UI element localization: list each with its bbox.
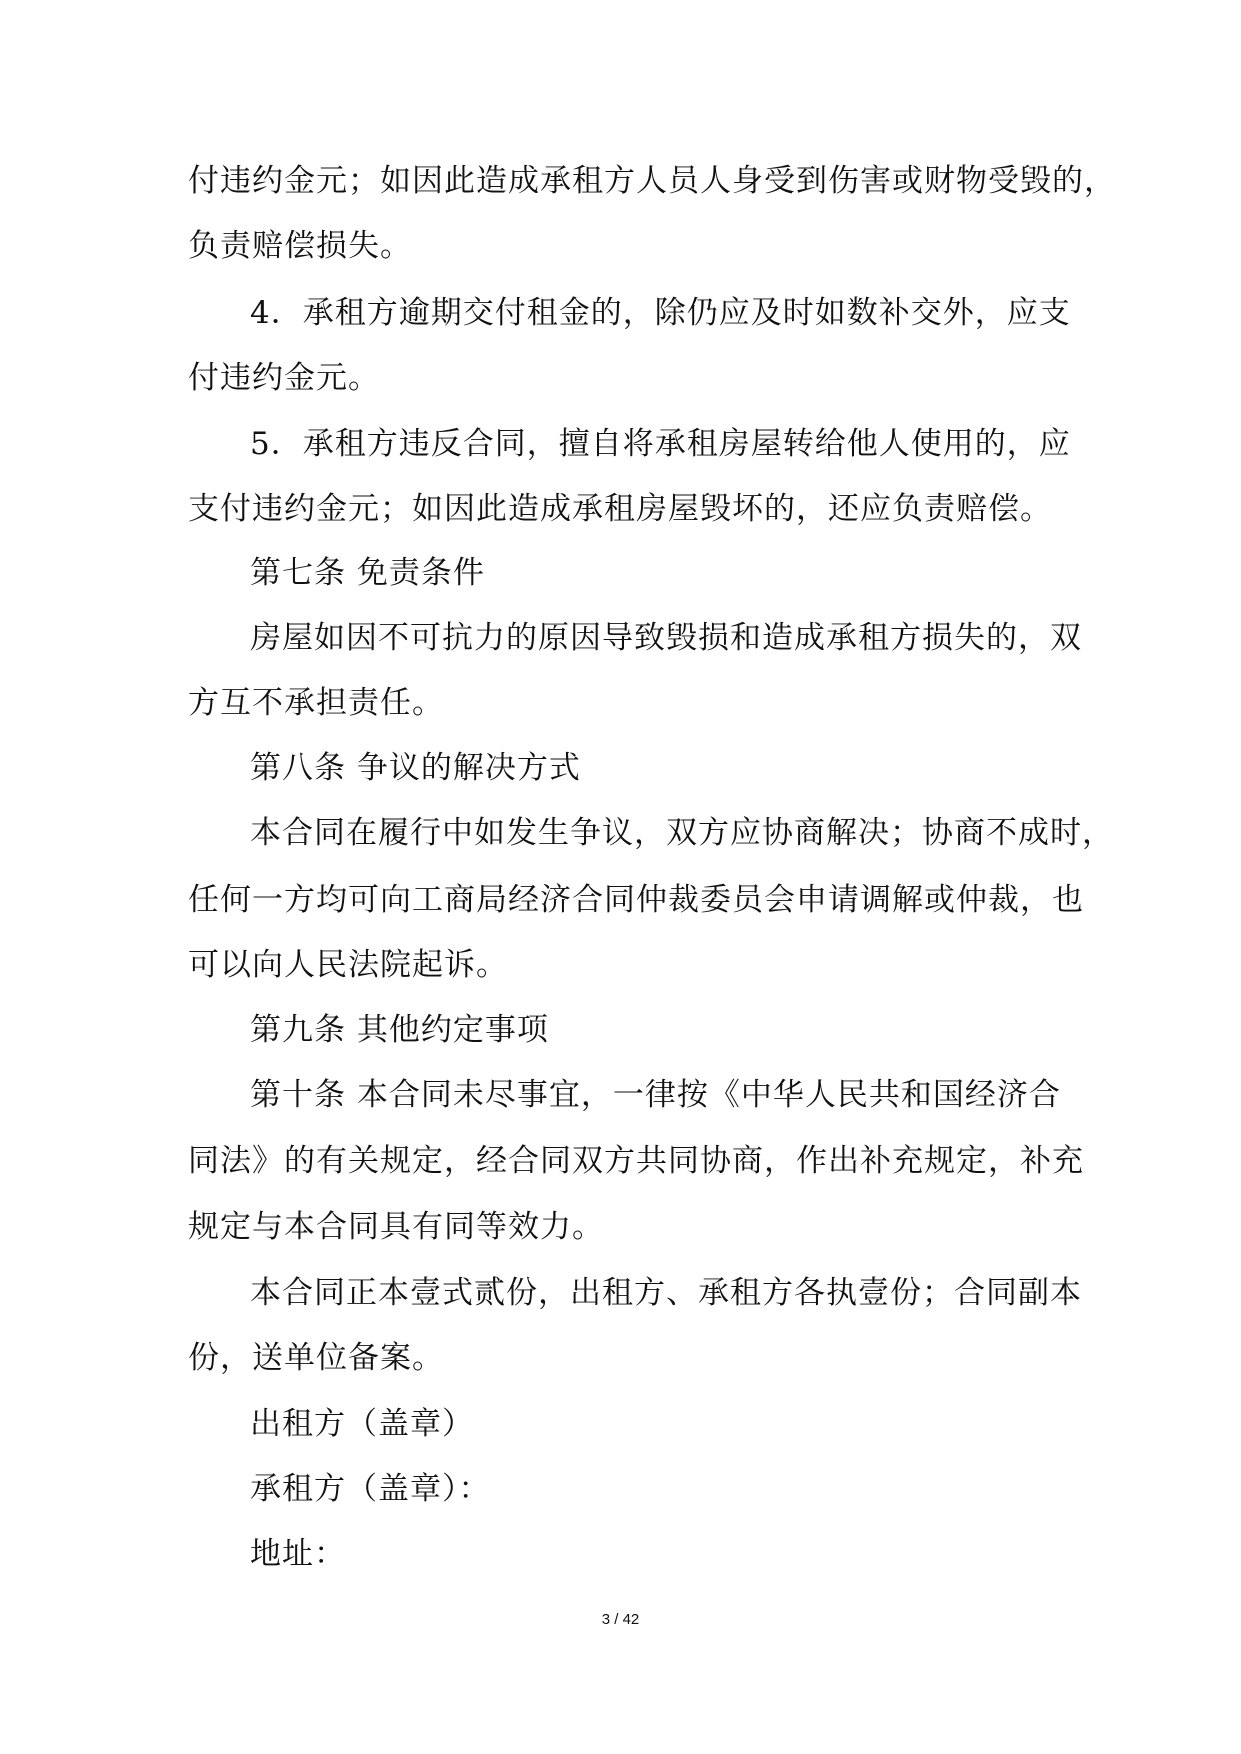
body-text-line: 规定与本合同具有同等效力。 <box>188 1209 604 1245</box>
body-text-line: 5．承租方违反合同，擅自将承租房屋转给他人使用的，应 <box>250 426 1071 462</box>
page-number: 3 / 42 <box>601 1611 640 1628</box>
section-heading: 第七条 免责条件 <box>250 555 485 591</box>
body-text-line: 4．承租方逾期交付租金的，除仍应及时如数补交外，应支 <box>250 295 1071 331</box>
section-heading: 第十条 本合同未尽事宜，一律按《中华人民共和国经济合 <box>250 1077 1061 1113</box>
signature-line-lessee: 承租方（盖章）： <box>250 1471 491 1507</box>
body-text-line: 付违约金元。 <box>188 360 380 396</box>
body-text-line: 负责赔偿损失。 <box>188 228 412 264</box>
signature-line-lessor: 出租方（盖章） <box>250 1406 474 1442</box>
body-text-line: 房屋如因不可抗力的原因导致毁损和造成承租方损失的，双 <box>250 620 1082 656</box>
section-heading: 第九条 其他约定事项 <box>250 1012 549 1048</box>
body-text-line: 本合同正本壹式贰份，出租方、承租方各执壹份；合同副本 <box>250 1275 1082 1311</box>
body-text-line: 本合同在履行中如发生争议，双方应协商解决；协商不成时， <box>250 815 1114 851</box>
body-text-line: 可以向人民法院起诉。 <box>188 947 508 983</box>
address-line: 地址： <box>250 1536 346 1572</box>
body-text-line: 方互不承担责任。 <box>188 685 444 721</box>
body-text-line: 付违约金元；如因此造成承租方人员人身受到伤害或财物受毁的， <box>188 163 1116 199</box>
section-heading: 第八条 争议的解决方式 <box>250 750 581 786</box>
body-text-line: 同法》的有关规定，经合同双方共同协商，作出补充规定，补充 <box>188 1143 1084 1179</box>
body-text-line: 份，送单位备案。 <box>188 1340 444 1376</box>
body-text-line: 任何一方均可向工商局经济合同仲裁委员会申请调解或仲裁，也 <box>188 882 1084 918</box>
body-text-line: 支付违约金元；如因此造成承租房屋毁坏的，还应负责赔偿。 <box>188 491 1052 527</box>
